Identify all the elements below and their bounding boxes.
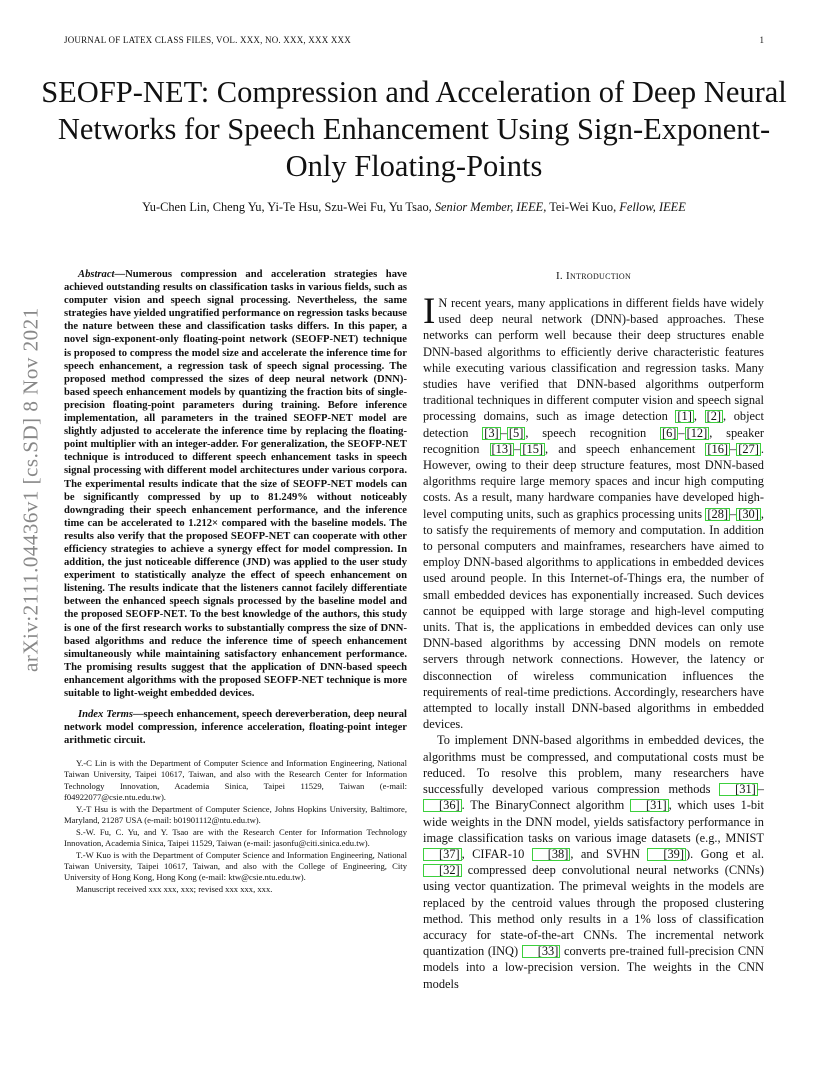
author-list (40, 200, 788, 215)
paragraph-text: – (500, 425, 507, 440)
left-column (64, 268, 407, 897)
index-terms (64, 708, 407, 747)
paragraph-text: , CIFAR-10 (461, 846, 532, 861)
author-names: Yu-Chen Lin, Cheng Yu, Yi-Te Hsu, Szu-Wei Fu, Yu Tsao, (142, 200, 432, 214)
paragraph-text: , object detection (423, 409, 764, 440)
citation-link[interactable]: [6] (661, 425, 677, 440)
citation-link[interactable]: [32] (423, 864, 462, 877)
paragraph-text: – (514, 441, 521, 456)
paragraph-text: , speaker recognition (423, 425, 764, 456)
footnote: Y.-T Hsu is with the Department of Computer Science, Johns Hopkins University, Baltimore, Maryland, 21287 USA (e-mail: b01901112@ntu.edu.tw). (64, 803, 407, 825)
citation-link[interactable]: [31] (719, 783, 758, 796)
citation-link[interactable]: [38] (532, 848, 571, 861)
intro-paragraph-1 (423, 291, 765, 732)
footnote: Y.-C Lin is with the Department of Computer Science and Information Engineering, National Taiwan University, Taipei 10617, Taiwan, and also with the Research Center for Information Technology Innovation, Academia Sinica, Taipei 11529, Taiwan (e-mail: f04922077@csie.ntu.edu.tw). (64, 758, 407, 802)
paragraph-text: , to satisfy the requirements of memory and computation. In addition to personal computers and mainframes, researchers have aimed to employ DNN-based algorithms to applications in embedded devices used around people. In this Internet-of-Things era, the number of small embedded devices has exponentially increased. Such devices cannot be equipped with large storage and high-level computing units. That is, the applications in embedded devices can only use DNN-based algorithms by accessing DNN models on remote servers through network connections. However, the latency or disconnection of wireless communication influences the requirements of real-time predictions. Accordingly, researchers have attempted to locally install DNN-based algorithms in embedded devices. (423, 506, 764, 732)
paragraph-text: To implement DNN-based algorithms in embedded devices, the algorithms must be compressed, and computational costs must be reduced. To resolve this problem, many researchers have successfully developed various compression methods (423, 733, 764, 797)
citation-link[interactable]: [13] (491, 441, 513, 456)
abstract (64, 268, 407, 700)
paragraph-text: , speech recognition (525, 425, 660, 440)
paragraph-text: N recent years, many applications in different fields have widely used deep neural network (DNN)-based approaches. These networks can perform well because their deep structures enable DNN-based algorithms to efficiently derive characteristic features while executing various classification and regression tasks. Many studies have verified that DNN-based algorithms outperform traditional techniques in different computer vision and speech signal processing domains, such as image detection (423, 296, 764, 424)
section-number: I. (555, 270, 563, 282)
citation-link[interactable]: [33] (522, 945, 561, 958)
author-affiliation-fellow: Fellow, IEEE (619, 200, 686, 214)
paragraph-text: converts pre-trained full-precision CNN models into a low-precision version. The weights in the CNN models (423, 944, 764, 991)
paper-title: SEOFP-NET: Compression and Acceleration of Deep Neural Networks for Speech Enhancement Using Sign-Exponent-Only Floating-Points (41, 75, 787, 183)
abstract-label: Abstract (78, 269, 115, 280)
citation-link[interactable]: [2] (706, 409, 722, 424)
running-head: JOURNAL OF LATEX CLASS FILES, VOL. XXX, NO. XXX, XXX XXX (64, 35, 351, 45)
footnote: T.-W Kuo is with the Department of Computer Science and Information Engineering, National Taiwan University, Taipei 10617, Taiwan, and also with the College of Engineering, City University of Hong Kong, Hong Kong (e-mail: ktw@csie.ntu.edu.tw). (64, 850, 407, 883)
index-terms-label: Index Terms (78, 709, 133, 721)
drop-cap: I (423, 291, 436, 332)
paragraph-text: compressed deep convolutional neural networks (CNNs) using vector quantization. The primeval weights in the models are replaced by the centroid values through the proposed clustering method. This method only results in a 1% loss of classification accuracy for state-of-the-art CNNs. The incremental network quantization (INQ) (423, 863, 764, 959)
citation-link[interactable]: [16] (707, 441, 729, 456)
citation-link[interactable]: [36] (423, 799, 462, 812)
paragraph-text: – (757, 782, 764, 797)
paragraph-text: – (730, 441, 737, 456)
paragraph-text: . The BinaryConnect algorithm (461, 798, 630, 813)
citation-link[interactable]: [30] (738, 506, 759, 521)
citation-link[interactable]: [5] (508, 425, 524, 440)
paragraph-text: . However, owing to their deep structure features, most DNN-based algorithms require large memory spaces and incur high computing costs. As a result, many hardware companies have developed high-level computing units, such as graphics processing units (423, 441, 765, 521)
paragraph-text: – (678, 425, 685, 440)
footnote: Manuscript received xxx xxx, xxx; revised xxx xxx, xxx. (76, 884, 273, 895)
paragraph-text: , and SVHN (570, 846, 648, 861)
right-column (423, 268, 764, 992)
footnotes (64, 758, 407, 895)
author-name-last: Tei-Wei Kuo, (549, 200, 617, 214)
citation-link[interactable]: [3] (484, 425, 499, 440)
paragraph-text: , which uses 1-bit wide weights in the DNN model, yields satisfactory performance in image classification tasks on various image datasets (e.g., MNIST (423, 798, 764, 845)
citation-link[interactable]: [12] (686, 425, 708, 440)
paragraph-text: ). Gong et al. (685, 846, 764, 861)
paragraph-text: , (693, 409, 705, 424)
citation-link[interactable]: [39] (647, 848, 686, 861)
paragraph-text: – (730, 506, 737, 521)
intro-paragraph-2 (423, 732, 764, 991)
section-heading (423, 270, 764, 282)
index-terms-text: —speech enhancement, speech dereverberation, deep neural network model compression, inference acceleration, floating-point integer arithmetic circuit. (64, 709, 407, 747)
arxiv-identifier[interactable]: arXiv:2111.04436v1 [cs.SD] 8 Nov 2021 (18, 307, 43, 673)
page-number: 1 (759, 35, 764, 45)
citation-link[interactable]: [27] (738, 441, 759, 456)
citation-link[interactable]: [31] (630, 799, 669, 812)
citation-link[interactable]: [28] (707, 506, 729, 521)
citation-link[interactable]: [15] (522, 441, 544, 456)
abstract-text: —Numerous compression and acceleration strategies have achieved outstanding results on classification tasks in various fields, such as computer vision and speech signal processing. Nevertheless, the same strategies have yielded ungratified performance on regression tasks because the nature between these and classification tasks differs. In this paper, a novel sign-exponent-only floating-point network (SEOFP-NET) technique is proposed to compress the model size and accelerate the inference time for speech enhancement, a regression task of speech signal processing. The proposed method compressed the sizes of deep neural network (DNN)-based speech enhancement models by quantizing the fraction bits of single-precision floating-point parameters during training. Before inference implementation, all parameters in the trained SEOFP-NET model are slightly adjusted to accelerate the inference time by replacing the floating-point multiplier with an integer-adder. For generalization, the SEOFP-NET technique is introduced to different speech enhancement tasks in speech signal processing with different model architectures under various corpora. The experimental results indicate that the size of SEOFP-NET models can be significantly compressed by up to 81.249% without noticeably downgrading their speech enhancement performance, and the inference time can be accelerated to 1.212× compared with the baseline models. The results also verify that the proposed SEOFP-NET can cooperate with other efficiency strategies to achieve a synergy effect for model compression. In addition, the just noticeable difference (JND) was applied to the user study experiment to statistically analyze the effect of speech enhancement on listening. The results indicate that the listeners cannot facilely differentiate between the enhanced speech signals processed by the baseline model and the proposed SEOFP-NET. To the best knowledge of the authors, this study is one of the first research works to substantially compress the size of DNN-based algorithms and reduce the inference time of speech enhancement simultaneously while maintaining satisfactory enhancement performance. The promising results suggest that the application of DNN-based speech enhancement algorithms with the proposed SEOFP-NET technique is more suitable to light-weight embedded devices. (64, 269, 407, 699)
citation-link[interactable]: [37] (423, 848, 462, 861)
paragraph-text: , and speech enhancement (545, 441, 706, 456)
citation-link[interactable]: [1] (677, 409, 692, 424)
section-title: Introduction (566, 270, 632, 282)
author-affiliation-senior: Senior Member, IEEE, (434, 200, 547, 214)
footnote: S.-W. Fu, C. Yu, and Y. Tsao are with the Research Center for Information Technology Innovation, Academia Sinica, Taipei 11529, Taiwan (e-mail: jasonfu@citi.sinica.edu.tw). (64, 826, 407, 849)
